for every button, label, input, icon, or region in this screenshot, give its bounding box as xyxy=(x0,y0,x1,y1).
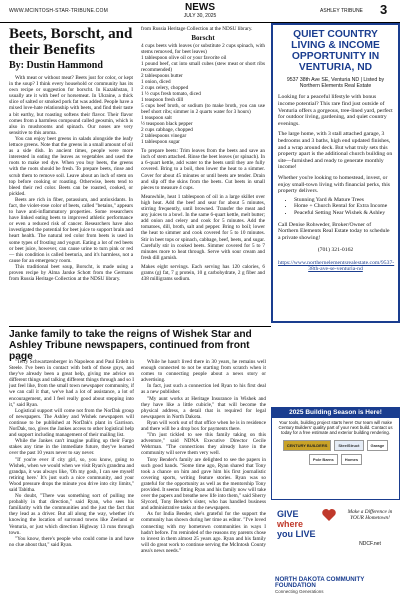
site-url[interactable]: WWW.MCINTOSH-STAR-TRIBUNE.COM xyxy=(9,8,108,14)
recipe-steps xyxy=(141,148,265,282)
ingredient: 1 pound beef, cut into small cubes (stew meat or short ribs recommended) xyxy=(141,61,265,74)
community-foundation-ad xyxy=(271,503,400,612)
building-logos xyxy=(272,438,399,467)
recipe-step: Meanwhile, heat 1 tablespoon of oil in a large skillet over high heat. Add the beef and sear for about 5 minutes, stirring frequently, until browned. Transfer the meat and any juices to a bowl. In the same 6-quart kettle, melt butter; add onion and celery and cook for 5 minutes. Add the tomatoes, dill, broth, salt and pepper. Bring to boil; lower the heat to simmer and cook covered for 5 to 10 minutes. Stir in beet tops or spinach, cabbage, beef, beets, and sugar. Carefully stir in cooked beets. Simmer covered for 5 to 7 minutes more to heat through. Serve with sour cream and fresh dill garnish. xyxy=(141,193,265,261)
article-paragraph: You can enjoy beet greens in salads alongside the leafy lettuce greens. Note that the greens in a small amount of oil as a side dish. In ancient times, people were more interested in eating the leaves as vegetables and used the roots to make red dye. When you buy beets, the greens with the roots should be fresh. To prepare beets, rinse and scrub them to remove soil. Leave about an inch of stem on top before cooking or roasting. Otherwise, beets tend to bleed their red color. Beets can be roasted, cooked, or pickled. xyxy=(9,135,133,197)
heart-icon xyxy=(321,507,337,523)
ingredient: 2 cups celery, chopped xyxy=(141,85,189,92)
ad-bullet: • Peaceful Setting Near Wishek & Ashley xyxy=(294,210,393,217)
ingredient-list xyxy=(141,43,265,145)
ndcf-url[interactable]: NDCF.net xyxy=(359,541,381,547)
article-paragraph: "Terry Schwartzenberger in Napoleon and Paul Erdelt in Steele. I've been in contact with both of those guys, and they've already been a great help, giving me advice on different things and talking different things through and so I just feel like, from the small town newspaper community, if we can call it that, we've had a lot of assistance, a lot of encouragement, and I feel really good about stepping into it," said Ryan. xyxy=(9,359,134,408)
ad-paragraph: Looking for a peaceful lifestyle with bonus income potential? This rare find just outside of Venturia offers a gorgeous, tree-lined yard, perfect for outdoor living, gardening, and quiet country evenings. xyxy=(278,94,393,127)
ingredient: 1 teaspoon salt xyxy=(141,115,172,122)
janke-article-col1 xyxy=(9,359,134,611)
article-headline: Janke family to take the reigns of Wishek Star and Ashley Tribune newspapers, continued from front page xyxy=(9,329,252,363)
ad-bullet: • Home + Church Rental for Extra Income xyxy=(294,203,393,210)
ad-phone[interactable]: (701) 321-0162 xyxy=(317,247,354,254)
article-paragraph: In fact, just such a connection led Ryan to his first deal as a new publisher. xyxy=(141,383,266,396)
issue-date: JULY 30, 2025 xyxy=(183,13,217,19)
give-text: GIVE xyxy=(277,509,299,519)
building-ad xyxy=(271,407,400,500)
ingredient: 2 tablespoons vinegar xyxy=(141,133,187,140)
recipe-column xyxy=(141,26,265,322)
steelstruct-logo: SteelStruct xyxy=(334,440,363,451)
article-paragraph: This traditional beet soup, Borscht, is made using a proven recipe by Alma Jarske Schott from the Germans from Russia Heritage Collection at the NDSU library. xyxy=(9,263,133,283)
ingredient: 5 cups beef broth, or sodium (to make broth, you can use beef short ribs; simmer in 2 quarts water for 3 hours) xyxy=(141,103,265,116)
garage-logo: Garage xyxy=(367,440,389,451)
recipe-step: Makes eight servings. Each serving has 120 calories, 6 grams (g) fat, 7 g protein, 10 g carbohydrate, 2 g fiber and 438 milligrams sodium. xyxy=(141,263,265,283)
ingredient: 1 ½ cups fresh tomato, diced xyxy=(141,91,201,98)
ad-url[interactable]: https://www.northernelementsrealestate.com/9537-38th-ave-se-venturia-nd xyxy=(278,259,395,273)
janke-article-col2 xyxy=(141,359,266,611)
article-paragraph: "My aunt works at Heritage Insurance in Wishek and they have like a little cubicle," that will become the physical address, a detail that is required for legal newspapers in North Dakota. xyxy=(141,395,266,420)
ad-address: 9537 38th Ave SE, Venturia ND | Listed by Northern Elements Real Estate xyxy=(286,77,385,90)
page-number: 3 xyxy=(380,2,388,17)
ad-headline: QUIET COUNTRY LIVING & INCOME OPPORTUNITY IN VENTURIA, ND xyxy=(291,29,380,73)
article-paragraph: As for India Bender, she's grateful for the support the community has shown during her time as editor. "I've loved connecting with my hometown communities in ways I hadn't before. I'm reminded of the reasons my parents chose to invest in them almost 25 years ago. Ryan and his family will do great work to continue serving the McIntosh County area's news needs." xyxy=(141,511,266,554)
ingredient: 1 tablespoon olive oil or your favorite oil xyxy=(141,55,227,62)
paper-name: ASHLEY TRIBUNE xyxy=(320,8,363,14)
ingredient: 4 cups beets with leaves (or substitute 2 cups spinach, with stems removed, for beet leaves) xyxy=(141,43,265,56)
page-header xyxy=(0,0,400,23)
make-a-difference: Make a Difference in YOUR Hometown! xyxy=(347,509,393,522)
article-paragraph: While he hasn't lived there in 30 years, he remains well enough connected to not be starting from scratch when it comes to connecting people about a news story or advertising. xyxy=(141,359,266,384)
byline: By: Dustin Hammond xyxy=(9,60,103,71)
article-paragraph: "I'm just tickled to see this family taking on this adventure," said NDNA Executive Director Cecile Wehrman. "The connections they already have in the community will serve them very well. xyxy=(141,432,266,457)
ad-paragraph: The large home, with 3 stall attached garage, 3 bedrooms and 3 baths, high end updated finishes, and a wrap around deck. But what truly sets this property apart is the additional church building on site—furnished and ready to generate monthly income! xyxy=(278,131,393,171)
where-text: where xyxy=(277,519,304,529)
ad-bullet: • Stunning Yard & Mature Trees xyxy=(294,197,393,204)
ad-paragraph: Whether you're looking to homestead, invest, or enjoy small-town living with financial perks, this property delivers. xyxy=(278,174,390,195)
ad-call: Call Denise Rohweder, Broker/Owner of Northern Elements Real Estate today to schedule a private showing! xyxy=(278,221,390,241)
realty-ad xyxy=(271,23,400,323)
ingredient: 1 onion, diced xyxy=(141,79,171,86)
article-paragraph: Ryan will work out of that office when he is in residence and there will be a drop box for payments there. xyxy=(141,419,266,433)
building-ad-title: 2025 Building Season is Here! xyxy=(272,408,399,418)
building-ad-text: Your tools, building project starts here! Our team will make Century Builders' quality part of your next build. Contact us today for a free estimate and exterior building rendering. xyxy=(278,420,393,436)
century-builders-logo: CENTURY BUILDERS xyxy=(283,440,332,451)
article-paragraph: Logistical support will come not from the NorDak group of newspapers. The Ashley and Wishek newspapers will continue to be published at NorDak's plant in Garrison. NorDak, too, gives the Jankes access to other logistical help and support including management of their mailing list. xyxy=(9,407,134,439)
article-paragraph: "If you're ever if city girl, so, you know, going to Wishek, when we would when we visit Ryan's grandma and grandpa, it was always like, 'Oh my gosh, I can see myself retiring here.' It's just such a nice community, and your Wood pressure drops the minute you drive into city limits," said Tabitha. xyxy=(9,456,134,493)
article-title: Beets, Borscht, and their Benefits xyxy=(9,26,133,58)
ingredient: 2 tablespoons butter xyxy=(141,73,183,80)
article-paragraph: "You know, there's people who could come in and have no clue about that," said Ryan. xyxy=(9,535,134,548)
ndcf-tagline: Connecting Generations xyxy=(275,589,324,594)
article-paragraph: No doubt, "There was something sort of pulling me probably in that direction," said Ryan, who sees his familiarity with the communities and the just the fact that they lead as a driver. But all along the way, whether it's knowing the location of surround towns like Zeeland or Venturia, or just which direction Highway 13 runs through town. xyxy=(9,493,134,536)
ingredient: 1 teaspoon fresh dill xyxy=(141,97,184,104)
ingredient: ½ teaspoon black pepper xyxy=(141,121,193,128)
article-paragraph: Tony Bender's family are delighted to see the papers in such good hands. "Some time ago, Ryan shared that Tony took a chance on him and gave him his first journalistic covering sports, writing feature stories. Ryan was so grateful for the opportunity as well as the mentorship Tony provided. It seems fitting Ryan and his family now will take over the papers and breathe new life into them," said Sherry Slycord, Tony Bender's sister, who has handled business and administrative tasks at the newspapers. xyxy=(141,456,266,512)
recipe-continued: from Russia Heritage Collection at the NDSU library. xyxy=(141,26,253,32)
recipe-title: Borscht xyxy=(191,34,215,43)
article-paragraph: Beets are rich in fiber, potassium, and antioxidants. In fact, the violet-rose color of beets, called "betains," appears to have anti-inflammatory properties. Some researchers have linked eating beets to improved athletic performance or even a reduced risk of cancer. Researchers have also investigated the potential for beet juice to support brain and heart health. The natural red color from beets is used in some types of frosting and yogurt. Eating a lot of red beets or beet juice, however, can cause urine to turn pink or red — this condition is called beeturia, and it's harmless, not a cause for an emergency room. xyxy=(9,196,133,264)
ingredient: 1 tablespoon sugar xyxy=(141,139,180,146)
divider xyxy=(9,326,271,327)
ad-bullets xyxy=(294,197,393,217)
ndcf-org: NORTH DAKOTA COMMUNITY FOUNDATION xyxy=(275,576,365,589)
homes-logo: Homes xyxy=(341,454,362,465)
article-paragraph: While the Jankes can't imagine pulling up their Fargo stakes any time in the immediate future, they've learned over the past 10 years never to say never. xyxy=(9,438,134,457)
article-paragraph: With meat or without meat? Beets just for color, or kept in the soup? I think every household or community has its own recipe or suggestion for borscht. In Kazakhstan, I usually ate it with beef or horsemeat. In Ukraine, a thick slice of salted or smoked pork fat was added. People have a mixed love-hate relationship with beets, and find their taste a bit earthy, but roasting softens their flavor. Their flavor comes from a harmless compound called geosmin, which is also in mushrooms and spinach. Our noses are very sensitive to this aroma. xyxy=(9,75,133,136)
beets-article xyxy=(9,26,133,322)
live-text: you LIVE xyxy=(277,529,316,539)
pole-barns-logo: Pole Barns xyxy=(309,454,338,465)
ndcf-footer xyxy=(275,577,397,595)
ingredient: 2 cups cabbage, chopped xyxy=(141,127,193,134)
recipe-step: To prepare beets: Trim leaves from the beets and save an inch of stem attached. Rinse the beet leaves (or spinach). In a 6-quart kettle, add water to the beets until they are fully covered. Bring to a boil, then lower the heat to a simmer. Cover for about 45 minutes or until beets are tender. Drain and slip off the skins from the beets. Cut beets in small pieces to measure 4 cups. xyxy=(141,148,265,191)
section-label: NEWS xyxy=(185,2,215,13)
